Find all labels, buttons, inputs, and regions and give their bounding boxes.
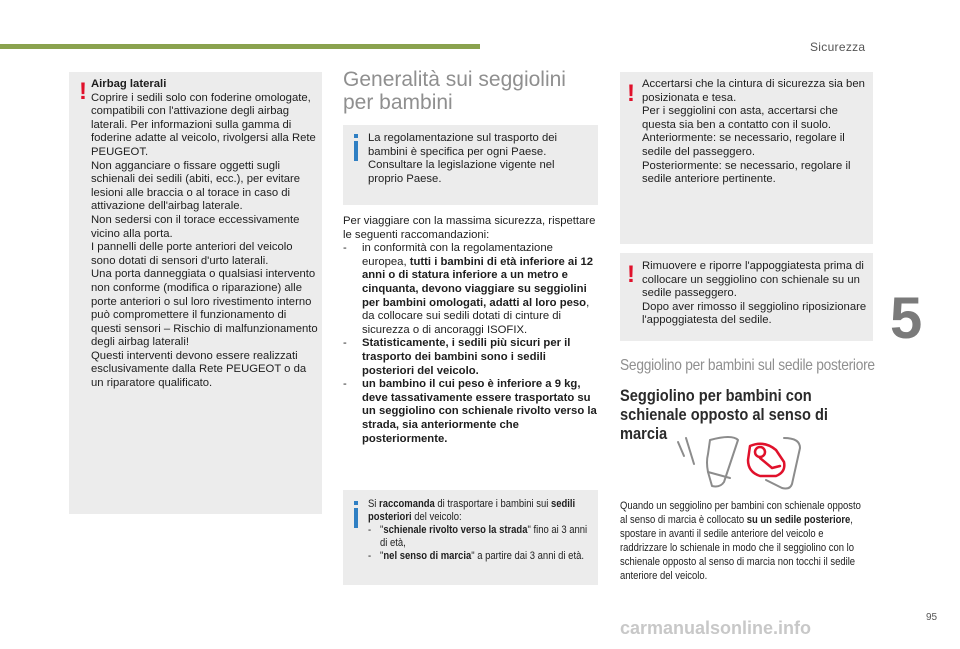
list-item: - un bambino il cui peso è inferiore a 9 kg, deve tassativamente essere trasportato su un seggiolino con schienale rivolto verso la strada, sia anteriormente che posteriormente. bbox=[343, 378, 597, 445]
paragraph: Coprire i sedili solo con foderine omologate, compatibili con l'attivazione degli airbag laterali. Per informazioni sulla gamma di foderine adatte al veicolo, rivolgersi alla Rete PEUGEOT. bbox=[91, 91, 316, 158]
paragraph: Posteriormente: se necessario, regolare il sedile anteriore pertinente. bbox=[642, 159, 851, 186]
rear-facing-child-seat-illustration bbox=[672, 432, 812, 494]
chapter-number: 5 bbox=[890, 286, 923, 351]
paragraph: Una porta danneggiata o qualsiasi intervento non conforme (modifica o riparazione) alle porte anteriori o sul loro rivestimento interno può compromettere il funzionamento di questi sensori – Rischio di malfunzionamento degli airbag laterali! bbox=[91, 268, 318, 349]
watermark: carmanualsonline.info bbox=[620, 618, 812, 638]
info-box-regulation bbox=[343, 125, 598, 205]
list-item: - in conformità con la regolamentazione europea, tutti i bambini di età inferiore ai 12 anni o di statura inferiore a un metro e cinquanta, devono viaggiare su seggiolini per bambini omologati, adatti al loro peso, da collocare sui sedili dotati di cinture di sicurezza o di ancoraggi ISOFIX. bbox=[343, 242, 594, 336]
headrest-warning-box bbox=[620, 253, 873, 341]
recommendations-block bbox=[343, 215, 598, 446]
paragraph: Per i seggiolini con asta, accertarsi che questa sia ben a contatto con il suolo. bbox=[642, 105, 838, 131]
belt-warning-box bbox=[620, 72, 873, 244]
paragraph: Non agganciare o fissare oggetti sugli schienali dei sedili (abiti, ecc.), per evitare lesioni alle braccia o al torace in caso di attivazione dell'airbag laterale. bbox=[91, 159, 301, 213]
warning-icon: ! bbox=[79, 78, 87, 105]
info2-text: Si raccomanda di trasportare i bambini sui sedili posteriori del veicolo: bbox=[368, 498, 576, 523]
recommendations-intro: Per viaggiare con la massima sicurezza, rispettare le seguenti raccomandazioni: bbox=[343, 215, 596, 241]
warning-icon: ! bbox=[627, 80, 635, 107]
page-number: 95 bbox=[926, 612, 938, 623]
section-title: Sicurezza bbox=[810, 40, 866, 54]
info-box-rear-seats bbox=[343, 490, 598, 585]
info-icon bbox=[354, 508, 358, 528]
paragraph: Dopo aver rimosso il seggiolino riposizionare l'appoggiatesta del sedile. bbox=[642, 300, 867, 327]
side-airbag-title: Airbag laterali bbox=[91, 78, 167, 90]
list-item: - "schienale rivolto verso la strada" fino ai 3 anni di età, bbox=[368, 524, 588, 549]
info-icon bbox=[354, 141, 358, 161]
paragraph: Rimuovere e riporre l'appoggiatesta prima di collocare un seggiolino con schienale su un sedile passeggero. bbox=[642, 260, 864, 300]
list-item: - "nel senso di marcia" a partire dai 3 anni di età. bbox=[368, 550, 584, 562]
rear-seat-instruction: Quando un seggiolino per bambini con schienale opposto al senso di marcia è collocato su un sedile posteriore, spostare in avanti il sedile anteriore del veicolo e raddrizzare lo schienale in modo che il seggiolino con lo schienale opposto al senso di marcia non tocchi il sedile anteriore del veicolo. bbox=[620, 500, 861, 582]
side-airbag-warning-box bbox=[69, 72, 322, 514]
paragraph: I pannelli delle porte anteriori del veicolo sono dotati di sensori d'urto laterali. bbox=[91, 241, 293, 267]
warning-icon: ! bbox=[627, 261, 635, 288]
subheading: Seggiolino per bambini con schienale opposto al senso di marcia bbox=[620, 386, 828, 443]
page-heading: Generalità sui seggiolini per bambini bbox=[343, 68, 566, 114]
paragraph: Accertarsi che la cintura di sicurezza sia ben posizionata e tesa. bbox=[642, 78, 865, 104]
subsection-title: Seggiolino per bambini sul sedile posteriore bbox=[620, 357, 875, 374]
paragraph: Anteriormente: se necessario, regolare il sedile del passeggero. bbox=[642, 132, 845, 158]
header-accent-bar bbox=[0, 44, 480, 49]
info-text: La regolamentazione sul trasporto dei bambini è specifica per ogni Paese. Consultare la legislazione vigente nel proprio Paese. bbox=[368, 132, 558, 185]
paragraph: Questi interventi devono essere realizzati esclusivamente dalla Rete PEUGEOT o da un riparatore qualificato. bbox=[91, 349, 307, 390]
paragraph: Non sedersi con il torace eccessivamente vicino alla porta. bbox=[91, 213, 300, 240]
list-item: - Statisticamente, i sedili più sicuri per il trasporto dei bambini sono i sedili posteriori del veicolo. bbox=[343, 337, 571, 377]
